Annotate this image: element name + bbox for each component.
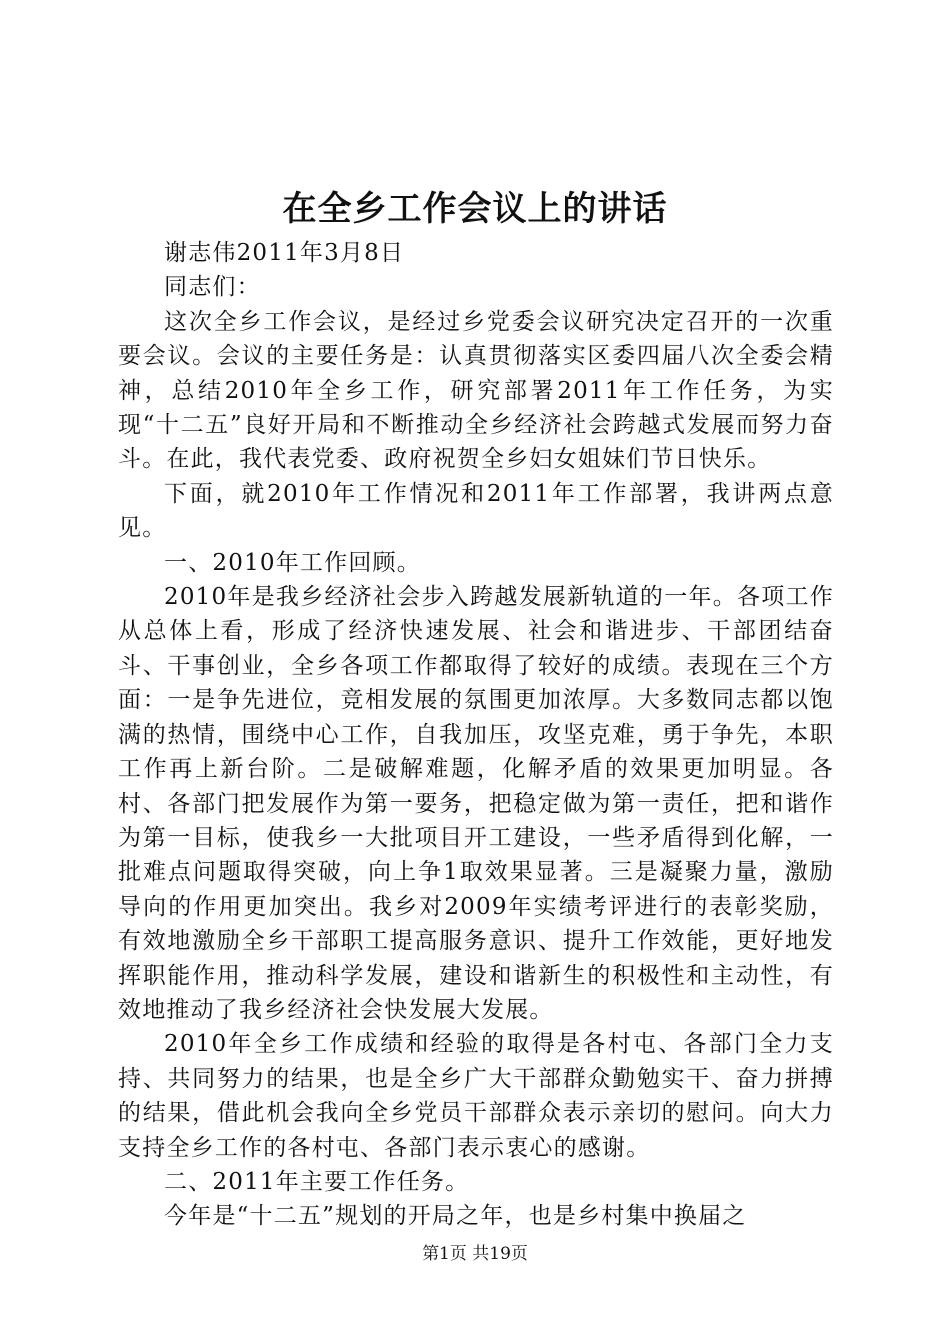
- section-heading-review: 一、2010年工作回顾。: [164, 549, 421, 576]
- byline: 谢志伟2011年3月8日: [164, 240, 405, 266]
- section-heading-tasks: 二、2011年主要工作任务。: [164, 1168, 470, 1195]
- paragraph-review: 2010年是我乡经济社会步入跨越发展新轨道的一年。各项工作从总体上看，形成了经济快速发展、社会和谐进步、干部团结奋斗、干事创业，全乡各项工作都取得了较好的成绩。表现在三个方面：一是争先进位，竞相发展的氛围更加浓厚。大多数同志都以饱满的热情，围绕中心工作，自我加压，攻坚克难，勇于争先，本职工作再上新台阶。二是破解难题，化解矛盾的效果更加明显。各村、各部门把发展作为第一要务，把稳定做为第一责任，把和谐作为第一目标，使我乡一大批项目开工建设，一些矛盾得到化解，一批难点问题取得突破，向上争1取效果显著。三是凝聚力量，激励导向的作用更加突出。我乡对2009年实绩考评进行的表彰奖励，有效地激励全乡干部职工提高服务意识、提升工作效能，更好地发挥职能作用，推动科学发展，建设和谐新生的积极性和主动性，有效地推动了我乡经济社会快发展大发展。: [118, 584, 834, 1023]
- paragraph-tasks: 今年是“十二五”规划的开局之年，也是乡村集中换届之: [164, 1203, 747, 1230]
- document-body: [118, 236, 834, 1234]
- paragraph-thanks: 2010年全乡工作成绩和经验的取得是各村屯、各部门全力支持、共同努力的结果，也是全乡广大干部群众勤勉实干、奋力拼搏的结果，借此机会我向全乡党员干部群众表示亲切的慰问。向大力支持全乡工作的各村屯、各部门表示衷心的感谢。: [118, 1031, 834, 1161]
- page-footer: 第1页 共19页: [422, 1244, 528, 1264]
- salutation: 同志们：: [164, 274, 261, 301]
- paragraph-opening: 这次全乡工作会议，是经过乡党委会议研究决定召开的一次重要会议。会议的主要任务是：认真贯彻落实区委四届八次全委会精神，总结2010年全乡工作，研究部署2011年工作任务，为实现“十二五”良好开局和不断推动全乡经济社会跨越式发展而努力奋斗。在此，我代表党委、政府祝贺全乡妇女姐妹们节日快乐。: [118, 308, 834, 473]
- paragraph-outline: 下面，就2010年工作情况和2011年工作部署，我讲两点意见。: [118, 480, 834, 542]
- document-title: 在全乡工作会议上的讲话: [282, 189, 668, 229]
